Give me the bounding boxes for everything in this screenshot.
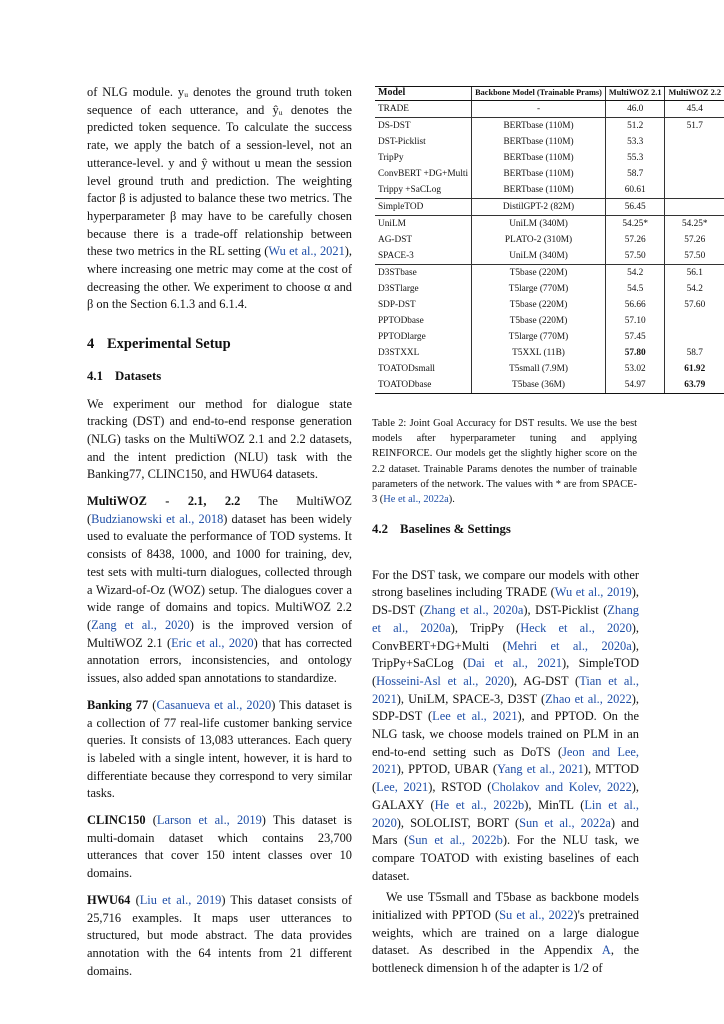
model-cell: TOATODsmall bbox=[378, 363, 435, 374]
table-row bbox=[375, 264, 724, 281]
mwoz22-cell: 57.26 bbox=[665, 232, 724, 248]
citation-link[interactable]: Su et al., 2022 bbox=[499, 908, 574, 923]
table-row bbox=[375, 345, 724, 361]
mwoz22-cell: 57.50 bbox=[665, 248, 724, 265]
citation-link[interactable]: Zhao et al., 2022 bbox=[545, 691, 632, 706]
citation-link[interactable]: Lin et al., 2020 bbox=[372, 797, 639, 830]
backbone-cell: T5base (36M) bbox=[472, 377, 606, 394]
citation-link[interactable]: Casanueva et al., 2020 bbox=[156, 697, 272, 712]
backbone-cell: T5small (7.9M) bbox=[472, 361, 606, 377]
mwoz21-cell: 57.80 bbox=[605, 345, 665, 361]
model-cell: D3STbase bbox=[375, 264, 472, 281]
mwoz21-cell: 60.61 bbox=[605, 182, 665, 199]
citation-link[interactable]: Wu et al., 2019 bbox=[554, 585, 632, 600]
right-column bbox=[372, 521, 639, 978]
paragraph-nlg-loss: of NLG module. yᵤ denotes the ground truth token sequence of each utterance, and ŷᵤ denotes the predicted token sequence. To calculate the success rate, we apply the batch of a session-level, not an utterance-level. y and ŷ without u mean the session level ground truth and prediction. The weighting factor β is adjusted to balance these two metrics. The hyperparameter β may have to be carefully chosen because there is a trade-off relationship between these two metrics in the RL setting (Wu et al., 2021), where increasing one metric may come at the cost of decreasing the other. We experiment to choose α and β on the Section 6.1.3 and 6.1.4. bbox=[87, 85, 352, 312]
citation-link[interactable]: He et al., 2022b bbox=[434, 797, 525, 812]
backbone-cell: DistilGPT-2 (82M) bbox=[472, 198, 606, 215]
backbone-cell: BERTbase (110M) bbox=[472, 117, 606, 134]
table-row bbox=[375, 297, 724, 313]
table-row bbox=[375, 215, 724, 232]
citation-link[interactable]: Liu et al., 2019 bbox=[139, 892, 222, 907]
paragraph-baselines: For the DST task, we compare our models with other strong baselines including TRADE (Wu et al., 2019), DS-DST (Zhang et al., 2020a), DST-Picklist (Zhang et al., 2020a), TripPy (Heck et al., 2020), ConvBERT+DG+Multi (Mehri et al., 2020a), TripPy+SaCLog (Dai et al., 2021), SimpleTOD (Hosseini-Asl et al., 2020), AG-DST (Tian et al., 2021), UniLM, SPACE-3, D3ST (Zhao et al., 2022), SDP-DST (Lee et al., 2021), and PPTOD. On the NLG task, we choose models trained on PLM in an end-to-end setting such as DoTS (Jeon and Lee, 2021), PPTOD, UBAR (Yang et al., 2021), MTTOD (Lee, 2021), RSTOD (Cholakov and Kolev, 2022), GALAXY (He et al., 2022b), MinTL (Lin et al., 2020), SOLOLIST, BORT (Sun et al., 2022a) and Mars (Sun et al., 2022b). For the NLU task, we compare TOATOD with existing baselines of each dataset. bbox=[372, 567, 640, 883]
appendix-link[interactable]: A bbox=[601, 943, 611, 958]
citation-link[interactable]: Hosseini-Asl et al., 2020 bbox=[376, 673, 510, 688]
paragraph-clinc150: CLINC150 (Larson et al., 2019) This dataset is multi-domain dataset which contains 23,700 utterances that cover 150 intent classes over 10 domains. bbox=[87, 813, 353, 881]
mwoz22-cell: 51.7 bbox=[665, 117, 724, 134]
mwoz22-cell: 61.92 bbox=[665, 361, 724, 377]
mwoz22-cell: 58.7 bbox=[665, 345, 724, 361]
mwoz22-cell: 57.60 bbox=[665, 297, 724, 313]
backbone-cell: BERTbase (110M) bbox=[472, 182, 606, 199]
model-cell: UniLM bbox=[375, 215, 472, 232]
model-cell: Trippy +SaCLog bbox=[378, 184, 442, 195]
mwoz21-cell: 54.5 bbox=[605, 281, 665, 297]
table-body bbox=[375, 100, 724, 393]
model-cell: TOATODbase bbox=[375, 377, 472, 394]
table-row bbox=[375, 100, 724, 117]
backbone-cell: T5XXL (11B) bbox=[472, 345, 606, 361]
table-caption: Table 2: Joint Goal Accuracy for DST results. We use the best models after hyperparameter tuning and applying REINFORCE. Our models get the slightly higher score on the 2.2 dataset. Trainable Params denotes the number of trainable parameters of the network. The values with * are from SPACE-3 (He et al., 2022a). bbox=[372, 418, 637, 506]
table-row bbox=[375, 329, 724, 345]
table-row bbox=[375, 361, 724, 377]
mwoz21-cell: 54.25* bbox=[605, 215, 665, 232]
paragraph-hwu64: HWU64 (Liu et al., 2019) This dataset consists of 25,716 examples. It maps user utterances to structured, but mode abstract. The data provides annotation with the 64 intents from 21 different domains. bbox=[87, 892, 352, 978]
citation-link[interactable]: Heck et al., 2020 bbox=[520, 620, 632, 635]
model-cell: SPACE-3 bbox=[378, 250, 414, 261]
citation-link[interactable]: Jeon and Lee, 2021 bbox=[372, 744, 639, 777]
citation-link[interactable]: Eric et al., 2020 bbox=[171, 635, 254, 650]
mwoz22-cell bbox=[665, 329, 724, 345]
paragraph-settings: We use T5small and T5base as backbone models initialized with PPTOD (Su et al., 2022)'s pretrained weights, which are trained on a large dialogue dataset. As described in the Appendix A, the bottleneck dimension h of the adapter is 1/2 of bbox=[372, 890, 639, 976]
model-cell: TRADE bbox=[378, 103, 409, 114]
backbone-cell: T5large (770M) bbox=[472, 329, 606, 345]
mwoz21-cell: 56.66 bbox=[605, 297, 665, 313]
model-cell: D3STXXL bbox=[378, 347, 420, 358]
backbone-cell: PLATO-2 (310M) bbox=[472, 232, 606, 248]
mwoz21-cell: 54.2 bbox=[605, 264, 665, 281]
section-heading-experimental-setup: 4 Experimental Setup bbox=[87, 336, 231, 353]
citation-link[interactable]: He et al., 2022a bbox=[383, 494, 449, 506]
mwoz21-cell: 51.2 bbox=[605, 117, 665, 134]
citation-link[interactable]: Lee et al., 2021 bbox=[432, 709, 518, 724]
mwoz22-cell: 54.25* bbox=[665, 215, 724, 232]
mwoz21-cell: 57.50 bbox=[605, 248, 665, 265]
backbone-cell: BERTbase (110M) bbox=[472, 150, 606, 166]
header-multiwoz21: MultiWOZ 2.1 bbox=[605, 87, 665, 101]
subsection-heading-datasets: 4.1 Datasets bbox=[87, 368, 162, 383]
citation-link[interactable]: Lee, 2021 bbox=[376, 780, 429, 795]
model-cell: DS-DST bbox=[375, 117, 472, 134]
backbone-cell: T5base (220M) bbox=[472, 313, 606, 329]
table-row bbox=[375, 134, 724, 150]
mwoz21-cell: 53.02 bbox=[605, 361, 665, 377]
paragraph-datasets-intro: We experiment our method for dialogue state tracking (DST) and end-to-end response generation (NLG) tasks on the MultiWOZ 2.1 and 2.2 datasets, and the intent prediction (NLU) task with the Banking77, CLINC150, and HWU64 datasets. bbox=[87, 396, 352, 482]
backbone-cell: T5base (220M) bbox=[472, 264, 606, 281]
citation-link[interactable]: Larson et al., 2019 bbox=[156, 813, 262, 828]
model-cell: PPTODlarge bbox=[378, 331, 426, 342]
citation-link[interactable]: Zang et al., 2020 bbox=[91, 617, 190, 632]
mwoz22-cell: 54.2 bbox=[665, 281, 724, 297]
mwoz21-cell: 57.45 bbox=[605, 329, 665, 345]
backbone-cell: BERTbase (110M) bbox=[472, 134, 606, 150]
mwoz21-cell: 57.26 bbox=[605, 232, 665, 248]
mwoz22-cell bbox=[665, 198, 724, 215]
paragraph-multiwoz: MultiWOZ - 2.1, 2.2 The MultiWOZ (Budzianowski et al., 2018) dataset has been widely used to evaluate the performance of TOD systems. It consists of 8438, 1000, and 1000 for training, dev, test sets with multi-turn dialogues, collected through a Wizard-of-Oz (WOZ) setup. The dialogues cover a wide range of domains and topics. MultiWOZ 2.2 (Zang et al., 2020) is the improved version of MultiWOZ 2.1 (Eric et al., 2020) that has corrected annotation errors, inconsistencies, and ontology issues, also added span annotations to standardize. bbox=[87, 494, 353, 686]
citation-link[interactable]: Zhang et al., 2020a bbox=[423, 603, 524, 618]
table-row bbox=[375, 377, 724, 394]
model-cell: PPTODbase bbox=[378, 315, 424, 326]
mwoz21-cell: 58.7 bbox=[605, 166, 665, 182]
citation-link[interactable]: Sun et al., 2022b bbox=[408, 833, 503, 848]
citation-link[interactable]: Wu et al., 2021 bbox=[268, 244, 345, 259]
mwoz21-cell: 55.3 bbox=[605, 150, 665, 166]
model-cell: DST-Picklist bbox=[378, 136, 426, 147]
paragraph-banking77: Banking 77 (Casanueva et al., 2020) This dataset is a collection of 77 real-life customer banking service queries. It consists of 13,083 utterances. Each query is labeled with a single intent, however, it is hard to differentiate because they correspond to very similar tasks. bbox=[87, 697, 352, 801]
citation-link[interactable]: Yang et al., 2021 bbox=[497, 762, 584, 777]
mwoz21-cell: 53.3 bbox=[605, 134, 665, 150]
backbone-cell: UniLM (340M) bbox=[472, 248, 606, 265]
table-row bbox=[375, 150, 724, 166]
table-header-row bbox=[375, 87, 724, 101]
citation-link[interactable]: Sun et al., 2022a bbox=[519, 815, 611, 830]
header-backbone: Backbone Model (Trainable Prams) bbox=[472, 87, 606, 101]
backbone-cell: T5large (770M) bbox=[472, 281, 606, 297]
mwoz21-cell: 46.0 bbox=[605, 100, 665, 117]
mwoz22-cell: 56.1 bbox=[665, 264, 724, 281]
model-cell: AG-DST bbox=[378, 234, 413, 245]
subsection-heading-baselines: 4.2 Baselines & Settings bbox=[372, 522, 511, 536]
mwoz22-cell bbox=[665, 313, 724, 329]
citation-link[interactable]: Cholakov and Kolev, 2022 bbox=[491, 780, 632, 795]
table-row bbox=[375, 248, 724, 265]
model-cell: ConvBERT +DG+Multi bbox=[378, 168, 469, 179]
table-row bbox=[375, 182, 724, 199]
mwoz22-cell bbox=[665, 182, 724, 199]
mwoz22-cell: 63.79 bbox=[665, 377, 724, 394]
mwoz21-cell: 56.45 bbox=[605, 198, 665, 215]
model-cell: TripPy bbox=[378, 152, 404, 163]
mwoz22-cell bbox=[665, 134, 724, 150]
mwoz22-cell: 45.4 bbox=[665, 100, 724, 117]
citation-link[interactable]: Zhang et al., 2020a bbox=[372, 603, 639, 635]
backbone-cell: - bbox=[472, 100, 606, 117]
mwoz21-cell: 54.97 bbox=[605, 377, 665, 394]
table-row bbox=[375, 117, 724, 134]
header-model: Model bbox=[375, 87, 472, 101]
backbone-cell: BERTbase (110M) bbox=[472, 166, 606, 182]
results-table bbox=[375, 86, 724, 394]
backbone-cell: T5base (220M) bbox=[472, 297, 606, 313]
backbone-cell: UniLM (340M) bbox=[472, 215, 606, 232]
table-row bbox=[375, 198, 724, 215]
mwoz21-cell: 57.10 bbox=[605, 313, 665, 329]
citation-link[interactable]: Tian et al., 2021 bbox=[372, 673, 639, 706]
table-row bbox=[375, 281, 724, 297]
mwoz22-cell bbox=[665, 166, 724, 182]
table-row bbox=[375, 313, 724, 329]
citation-link[interactable]: Budzianowski et al., 2018 bbox=[91, 511, 224, 526]
left-column bbox=[87, 84, 352, 980]
header-multiwoz22: MultiWOZ 2.2 bbox=[665, 87, 724, 101]
table-row bbox=[375, 166, 724, 182]
model-cell: D3STlarge bbox=[378, 283, 419, 294]
citation-link[interactable]: Mehri et al., 2020a bbox=[506, 638, 632, 653]
model-cell: SDP-DST bbox=[378, 299, 416, 310]
citation-link[interactable]: Dai et al., 2021 bbox=[467, 656, 563, 671]
model-cell: SimpleTOD bbox=[375, 198, 472, 215]
mwoz22-cell bbox=[665, 150, 724, 166]
table-row bbox=[375, 232, 724, 248]
